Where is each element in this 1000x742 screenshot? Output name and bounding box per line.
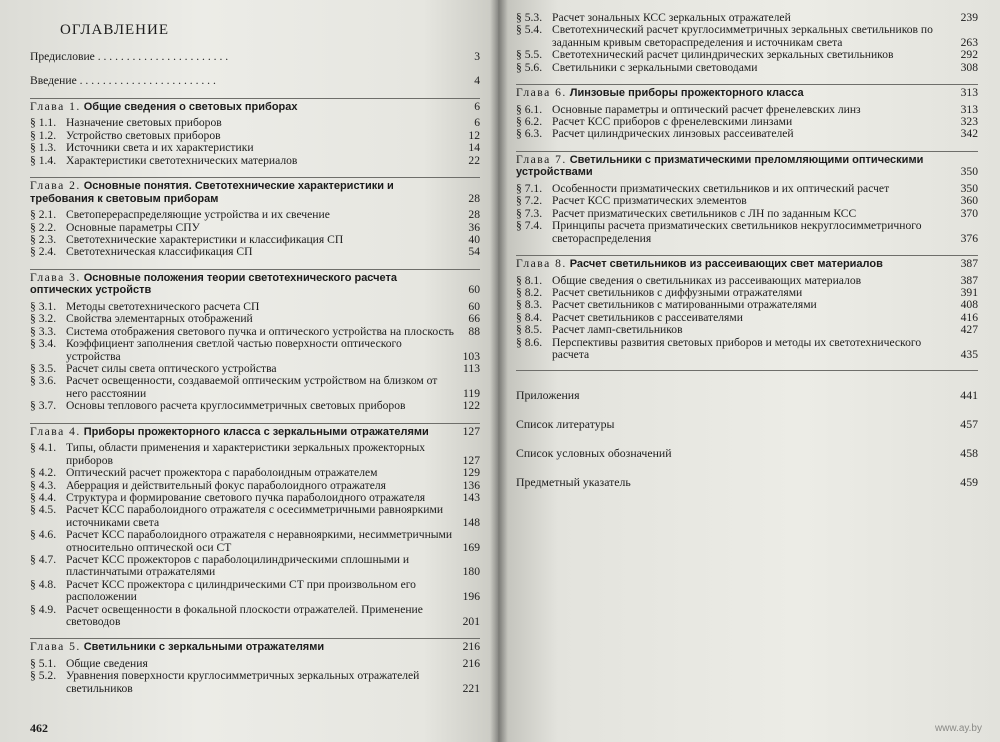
page-ref: 113 (463, 362, 480, 376)
section-title: Перспективы развития световых приборов и методы их светотехнического расчета (552, 335, 922, 362)
section-number: § 4.6. (30, 528, 57, 542)
page-ref: 342 (960, 127, 978, 141)
section-title: Расчет зональных КСС зеркальных отражателей (552, 11, 791, 24)
section-title: Расчет КСС прожектора с цилиндрическими СТ при произвольном его расположении (66, 577, 416, 604)
toc-entry (30, 579, 480, 604)
entry-label: Список условных обозначений (516, 445, 672, 460)
page-ref: 458 (960, 445, 978, 460)
toc-entry (516, 388, 978, 403)
chapter-text (516, 87, 952, 100)
page-ref: 60 (468, 283, 480, 297)
page-ref: 313 (960, 86, 978, 100)
section-title: Расчет КСС призматических элементов (552, 194, 747, 208)
section-number: § 1.3. (30, 141, 57, 155)
chapter-heading (516, 154, 978, 179)
section-number: § 2.1. (30, 208, 57, 222)
section-number: § 8.6. (516, 335, 543, 349)
section-title: Светотехнический расчет цилиндрических зеркальных светильников (552, 48, 894, 62)
entry-text (516, 337, 952, 362)
entry-text (30, 155, 454, 167)
page-ref: 180 (462, 565, 480, 579)
chapter-block (30, 423, 480, 629)
chapter-block (30, 269, 480, 413)
entry-text (516, 62, 952, 74)
section-number: § 8.4. (516, 310, 543, 324)
chapters-left (30, 98, 480, 695)
page-ref: 127 (462, 424, 480, 438)
page-ref: 4 (474, 74, 480, 88)
watermark: www.ay.by (934, 723, 982, 734)
entry-text (516, 128, 952, 140)
toc-entry (30, 155, 480, 167)
section-number: § 8.3. (516, 298, 543, 312)
entry-text (30, 375, 454, 400)
page-ref: 387 (960, 273, 978, 287)
section-number: § 1.1. (30, 116, 57, 130)
chapter-title: Линзовые приборы прожекторного класса (569, 87, 804, 100)
section-number: § 5.3. (516, 11, 543, 24)
chapter-text (30, 426, 454, 439)
page-ref: 196 (462, 590, 480, 604)
page-ref: 28 (468, 191, 480, 205)
toc-entry (30, 554, 480, 579)
page-ref: 136 (462, 478, 480, 492)
section-title: Структура и формирование светового пучка параболоидного отражателя (66, 490, 426, 504)
page-ref: 40 (468, 233, 480, 247)
section-number: § 8.1. (516, 273, 543, 287)
section-title: Аберрация и действительный фокус параболоидного отражателя (66, 478, 386, 492)
section-number: § 8.2. (516, 286, 543, 300)
page-ref: 6 (474, 99, 480, 113)
page-ref: 308 (960, 60, 978, 74)
chapter-block (30, 98, 480, 167)
entry-label: Список литературы (516, 416, 615, 431)
entry-text (516, 220, 952, 245)
section-title: Расчет светильников с рассеивателями (552, 310, 743, 324)
section-title: Коэффициент заполнения светлой частью поверхности оптического устройства (66, 337, 402, 363)
section-number: § 3.4. (30, 337, 57, 351)
page-ref: 459 (960, 474, 978, 489)
entry-text (30, 604, 454, 629)
section-number: § 6.3. (516, 127, 543, 141)
section-number: § 5.2. (30, 669, 57, 683)
toc-entry (516, 446, 978, 461)
toc-entry (516, 62, 978, 74)
chapter-label: Глава 3. (30, 270, 81, 284)
chapter-heading (516, 87, 978, 100)
section-title: Светотехнический расчет круглосимметричных зеркальных светильников по заданным кривым светораспределения и источникам света (552, 23, 933, 49)
toc-entry (30, 375, 480, 400)
entry-label: Предисловие . . . . . . . . . . . . . . . . . . . . . . . (30, 50, 229, 63)
page-ref: 66 (468, 312, 480, 326)
page-ref: 360 (960, 194, 978, 208)
chapter-label: Глава 6. (516, 86, 567, 100)
section-title: Характеристики светотехнических материалов (66, 153, 298, 167)
chapter-text (30, 180, 454, 205)
toc-entry (516, 417, 978, 432)
chapter-text (516, 258, 952, 271)
page-ref: 103 (462, 349, 480, 363)
page-ref: 391 (960, 286, 978, 300)
section-number: § 1.2. (30, 128, 57, 142)
section-title: Уравнения поверхности круглосимметричных зеркальных отражателей светильников (66, 669, 420, 695)
toc-entry (516, 128, 978, 140)
section-title: Источники света и их характеристики (66, 141, 254, 155)
toc-entry (30, 51, 480, 63)
section-number: § 7.2. (516, 194, 543, 208)
section-number: § 5.1. (30, 656, 57, 670)
section-number: § 8.5. (516, 323, 543, 337)
chapter-label: Глава 7. (516, 152, 567, 166)
entry-text (516, 24, 952, 49)
section-title: Расчет КСС параболоидного отражателя с осесимметричными равнояркими источниками света (66, 503, 444, 529)
page-ref: 313 (960, 102, 978, 116)
page-ref: 216 (462, 640, 480, 654)
toc-entry (30, 604, 480, 629)
section-number: § 1.4. (30, 153, 57, 167)
page-ref: 435 (960, 348, 978, 362)
section-number: § 4.8. (30, 577, 57, 591)
section-title: Особенности призматических светильников и их оптический расчет (552, 182, 890, 196)
chapter-title: Общие сведения о световых приборах (83, 100, 298, 113)
page-ref: 441 (960, 387, 978, 402)
section-title: Светильники с зеркальными световодами (552, 60, 758, 74)
entry-label: Предметный указатель (516, 474, 631, 489)
section-title: Расчет КСС прожекторов с параболоцилиндрическими сплошными и пластинчатыми отражателями (66, 552, 410, 579)
chapter-title: Основные понятия. Светотехнические характеристики и требования к световым приборам (30, 180, 394, 205)
section-title: Расчет светильников с диффузными отражателями (552, 286, 803, 300)
toc-entry (516, 220, 978, 245)
section-title: Расчет светильников с матированными отражателями (552, 298, 817, 312)
back-matter (516, 370, 978, 490)
entry-text (30, 554, 454, 579)
section-number: § 4.7. (30, 552, 57, 566)
page-ref: 12 (468, 128, 480, 142)
section-number: § 6.2. (516, 115, 543, 129)
section-number: § 3.5. (30, 362, 57, 376)
page-ref: 350 (960, 165, 978, 179)
section-number: § 4.3. (30, 478, 57, 492)
section-title: Расчет КСС параболоидного отражателя с неравнояркими, несимметричными относительно оптической оси СТ (66, 528, 453, 554)
chapter-title: Расчет светильников из рассеивающих свет материалов (569, 258, 883, 271)
left-page (0, 0, 498, 742)
page-ref: 427 (960, 323, 978, 337)
section-title: Расчет освещенности в фокальной плоскости отражателей. Применение световодов (66, 602, 423, 628)
chapter-heading (30, 641, 480, 654)
section-title: Устройство световых приборов (66, 128, 221, 142)
chapter-block (30, 177, 480, 259)
chapter-label: Глава 4. (30, 424, 81, 438)
section-title: Светотехнические характеристики и классификация СП (66, 233, 344, 247)
section-title: Расчет ламп-светильников (552, 323, 683, 337)
entry-label: Приложения (516, 387, 580, 402)
section-number: § 3.3. (30, 324, 57, 338)
page-ref: 370 (960, 206, 978, 220)
section-number: § 4.9. (30, 602, 57, 616)
page-ref: 129 (462, 466, 480, 480)
entry-label: Введение . . . . . . . . . . . . . . . . . . . . . . . . (30, 74, 216, 88)
section-number: § 3.2. (30, 312, 57, 326)
chapter-title: Основные положения теории светотехнического расчета оптических устройств (30, 271, 398, 297)
section-title: Типы, области применения и характеристики зеркальных прожекторных приборов (66, 441, 426, 467)
section-title: Методы светотехнического расчета СП (66, 300, 260, 314)
page-ref: 143 (462, 490, 480, 504)
page-ref: 127 (462, 453, 480, 467)
page-ref: 3 (474, 50, 480, 63)
page-ref: 457 (960, 416, 978, 431)
toc-entry (30, 504, 480, 529)
chapter-title: Светильники с призматическими преломляющими оптическими устройствами (516, 153, 924, 179)
toc-entry (30, 400, 480, 412)
book-gutter (490, 0, 508, 742)
page-ref: 239 (960, 11, 978, 24)
page-ref: 60 (468, 300, 480, 314)
section-title: Общие сведения о светильниках из рассеивающих материалов (552, 273, 862, 287)
page-ref: 221 (462, 681, 480, 695)
section-number: § 4.2. (30, 466, 57, 480)
chapter-text (516, 154, 952, 179)
toc-entry (30, 338, 480, 363)
chapter-text (30, 641, 454, 654)
chapter-label: Глава 1. (30, 99, 81, 113)
page-ref: 22 (468, 153, 480, 167)
section-title: Расчет призматических светильников с ЛН по заданным КСС (552, 206, 857, 220)
section-title: Расчет силы света оптического устройства (66, 362, 277, 376)
section-number: § 5.6. (516, 60, 543, 74)
section-title: Оптический расчет прожектора с параболоидным отражателем (66, 466, 378, 480)
chapter-title: Приборы прожекторного класса с зеркальными отражателями (83, 425, 429, 438)
page-ref: 36 (468, 220, 480, 234)
section-number: § 3.7. (30, 399, 57, 413)
page-ref: 387 (960, 257, 978, 271)
section-title: Основные параметры СПУ (66, 220, 200, 234)
section-title: Расчет КСС приборов с френелевскими линзами (552, 115, 793, 129)
page-ref: 376 (960, 231, 978, 245)
page-ref: 148 (462, 515, 480, 529)
page-ref: 6 (474, 116, 480, 130)
right-page (498, 0, 1000, 742)
entry-text (30, 442, 454, 467)
entry-text (30, 670, 454, 695)
page-ref: 416 (960, 310, 978, 324)
section-title: Светоперераспределяющие устройства и их свечение (66, 208, 330, 222)
entry-text (30, 338, 454, 363)
page-ref: 201 (462, 614, 480, 628)
chapter-label: Глава 8. (516, 257, 567, 271)
section-number: § 4.4. (30, 490, 57, 504)
section-number: § 2.3. (30, 233, 57, 247)
page-ref: 216 (462, 656, 480, 670)
chapter-heading (516, 258, 978, 271)
section-title: Основные параметры и оптический расчет френелевских линз (552, 102, 861, 116)
section-title: Назначение световых приборов (66, 116, 222, 130)
section-title: Расчет освещенности, создаваемой оптическим устройством на близком от него расстоянии (66, 374, 438, 400)
toc-entry (30, 246, 480, 258)
chapter-title: Светильники с зеркальными отражателями (83, 641, 325, 654)
entry-text (30, 246, 454, 258)
chapter-block (516, 151, 978, 245)
section-number: § 7.1. (516, 182, 543, 196)
entry-text (30, 400, 454, 412)
section-number: § 3.6. (30, 374, 57, 388)
chapters-right (516, 84, 978, 361)
page-ref: 119 (463, 386, 480, 400)
page-ref: 54 (468, 245, 480, 259)
page-number: 462 (30, 721, 48, 735)
page-ref: 88 (468, 324, 480, 338)
page-title: ОГЛАВЛЕНИЕ (60, 22, 169, 38)
section-number: § 6.1. (516, 102, 543, 116)
entry-text (30, 529, 454, 554)
page-ref: 263 (960, 35, 978, 49)
section-number: § 7.4. (516, 219, 543, 233)
section-number: § 3.1. (30, 300, 57, 314)
section-number: § 2.4. (30, 245, 57, 259)
front-matter (30, 51, 480, 88)
section-number: § 4.1. (30, 441, 57, 455)
section-title: Принципы расчета призматических светильников некруглосимметричного светораспределения (552, 219, 922, 245)
chapter-heading (30, 101, 480, 114)
chapter-heading (30, 272, 480, 297)
chapter-block (516, 84, 978, 141)
section-title: Расчет цилиндрических линзовых рассеивателей (552, 127, 794, 141)
entry-text (30, 504, 454, 529)
page-ref: 323 (960, 115, 978, 129)
section-number: § 2.2. (30, 220, 57, 234)
section-number: § 7.3. (516, 206, 543, 220)
chapter-block (516, 255, 978, 361)
chapter-heading (30, 426, 480, 439)
section-title: Общие сведения (66, 656, 148, 670)
section-title: Система отображения светового пучка и оптического устройства на плоскость (66, 324, 454, 338)
chapter-text (30, 272, 454, 297)
page-ref: 14 (468, 141, 480, 155)
section-title: Основы теплового расчета круглосимметричных световых приборов (66, 399, 406, 413)
chapter-label: Глава 5. (30, 640, 81, 654)
chapter-block (30, 638, 480, 695)
chapter-5-continued (516, 12, 978, 74)
chapter-label: Глава 2. (30, 179, 81, 193)
page-ref: 28 (468, 208, 480, 222)
chapter-text (30, 101, 454, 114)
toc-entry (516, 24, 978, 49)
page-ref: 292 (960, 48, 978, 62)
toc-entry (516, 475, 978, 490)
section-title: Светотехническая классификация СП (66, 245, 253, 259)
toc-entry (516, 337, 978, 362)
entry-text (30, 579, 454, 604)
page-ref: 408 (960, 298, 978, 312)
page-ref: 122 (462, 399, 480, 413)
page-ref: 169 (462, 540, 480, 554)
section-number: § 5.4. (516, 23, 543, 37)
page-ref: 350 (960, 182, 978, 196)
section-title: Свойства элементарных отображений (66, 312, 253, 326)
toc-entry (30, 670, 480, 695)
toc-entry (30, 75, 480, 87)
section-number: § 5.5. (516, 48, 543, 62)
toc-entry (30, 442, 480, 467)
chapter-heading (30, 180, 480, 205)
toc-entry (30, 529, 480, 554)
section-number: § 4.5. (30, 503, 57, 517)
